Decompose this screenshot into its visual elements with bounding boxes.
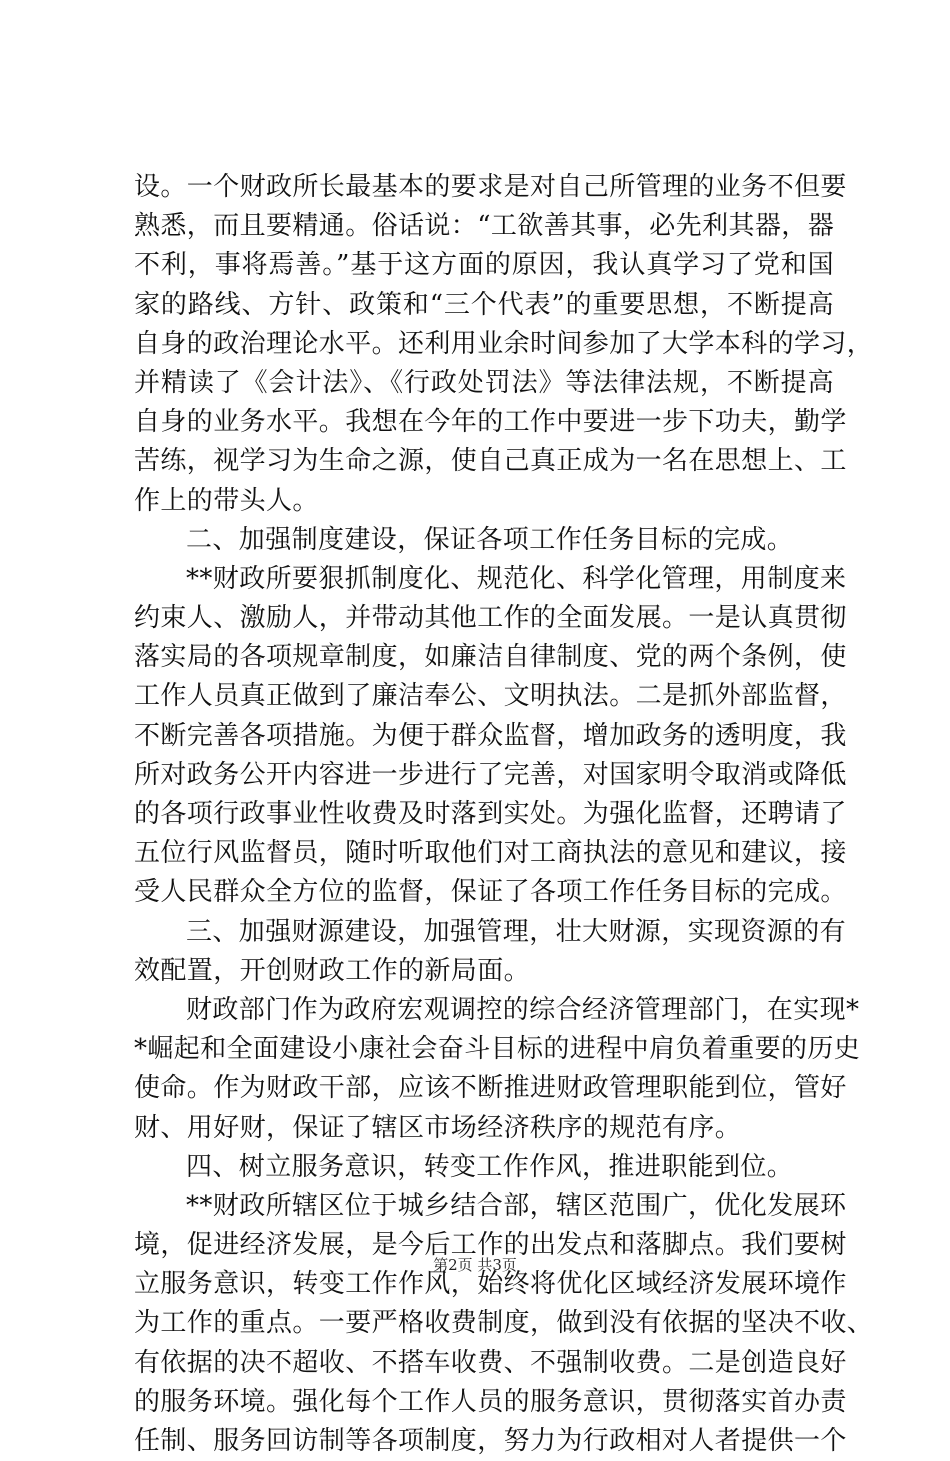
text-line: 立服务意识，转变工作作风，始终将优化区域经济发展环境作 (134, 1269, 847, 1300)
section-heading: 效配置，开创财政工作的新局面。 (134, 955, 531, 986)
text-line: 落实局的各项规章制度，如廉洁自律制度、党的两个条例，使 (134, 642, 847, 673)
text-line: 不断完善各项措施。为便于群众监督，增加政务的透明度，我 (134, 720, 847, 751)
section-heading: 三、加强财源建设，加强管理，壮大财源，实现资源的有 (186, 916, 847, 947)
section-heading: 四、树立服务意识，转变工作作风，推进职能到位。 (186, 1151, 794, 1182)
text-line: 熟悉，而且要精通。俗话说：“工欲善其事，必先利其器，器 (134, 211, 835, 242)
text-line: 苦练，视学习为生命之源，使自己真正成为一名在思想上、工 (134, 446, 847, 477)
section-heading: 二、加强制度建设，保证各项工作任务目标的完成。 (186, 524, 794, 555)
page-footer (0, 1254, 950, 1275)
text-line: 境，促进经济发展，是今后工作的出发点和落脚点。我们要树 (134, 1230, 847, 1261)
text-line: 并精读了《会计法》、《行政处罚法》等法律法规，不断提高 (134, 367, 834, 398)
text-line: 受人民群众全方位的监督，保证了各项工作任务目标的完成。 (134, 877, 847, 908)
text-line: 作上的带头人。 (134, 485, 319, 516)
text-line: 为工作的重点。一要严格收费制度，做到没有依据的坚决不收、 (134, 1308, 874, 1339)
text-line: 财政部门作为政府宏观调控的综合经济管理部门，在实现* (186, 994, 860, 1025)
text-line: 自身的政治理论水平。还利用业余时间参加了大学本科的学习， (134, 328, 874, 359)
text-line: 有依据的决不超收、不搭车收费、不强制收费。二是创造良好 (134, 1347, 847, 1378)
text-line: 设。一个财政所长最基本的要求是对自己所管理的业务不但要 (134, 172, 847, 202)
text-line: **财政所辖区位于城乡结合部，辖区范围广，优化发展环 (186, 1190, 847, 1221)
text-line: 不利，事将焉善。”基于这方面的原因，我认真学习了党和国 (134, 250, 834, 281)
text-line: **财政所要狠抓制度化、规范化、科学化管理，用制度来 (186, 563, 847, 594)
text-line: 财、用好财，保证了辖区市场经济秩序的规范有序。 (134, 1112, 742, 1143)
text-line: *崛起和全面建设小康社会奋斗目标的进程中肩负着重要的历史 (134, 1034, 861, 1065)
text-line: 五位行风监督员，随时听取他们对工商执法的意见和建议，接 (134, 838, 847, 869)
text-line: 的服务环境。强化每个工作人员的服务意识，贯彻落实首办责 (134, 1386, 847, 1417)
text-line: 工作人员真正做到了廉洁奉公、文明执法。二是抓外部监督， (134, 681, 847, 712)
page-number: 第2页 共3页 (433, 1256, 517, 1274)
text-line: 任制、服务回访制等各项制度，努力为行政相对人者提供一个 (134, 1426, 847, 1456)
text-line: 所对政务公开内容进一步进行了完善，对国家明令取消或降低 (134, 759, 847, 790)
text-line: 自身的业务水平。我想在今年的工作中要进一步下功夫，勤学 (134, 407, 847, 438)
text-line: 的各项行政事业性收费及时落到实处。为强化监督，还聘请了 (134, 799, 847, 829)
text-line: 使命。作为财政干部，应该不断推进财政管理职能到位，管好 (134, 1073, 847, 1104)
text-line: 家的路线、方针、政策和“三个代表”的重要思想，不断提高 (134, 289, 834, 320)
text-line: 约束人、激励人，并带动其他工作的全面发展。一是认真贯彻 (134, 603, 847, 634)
